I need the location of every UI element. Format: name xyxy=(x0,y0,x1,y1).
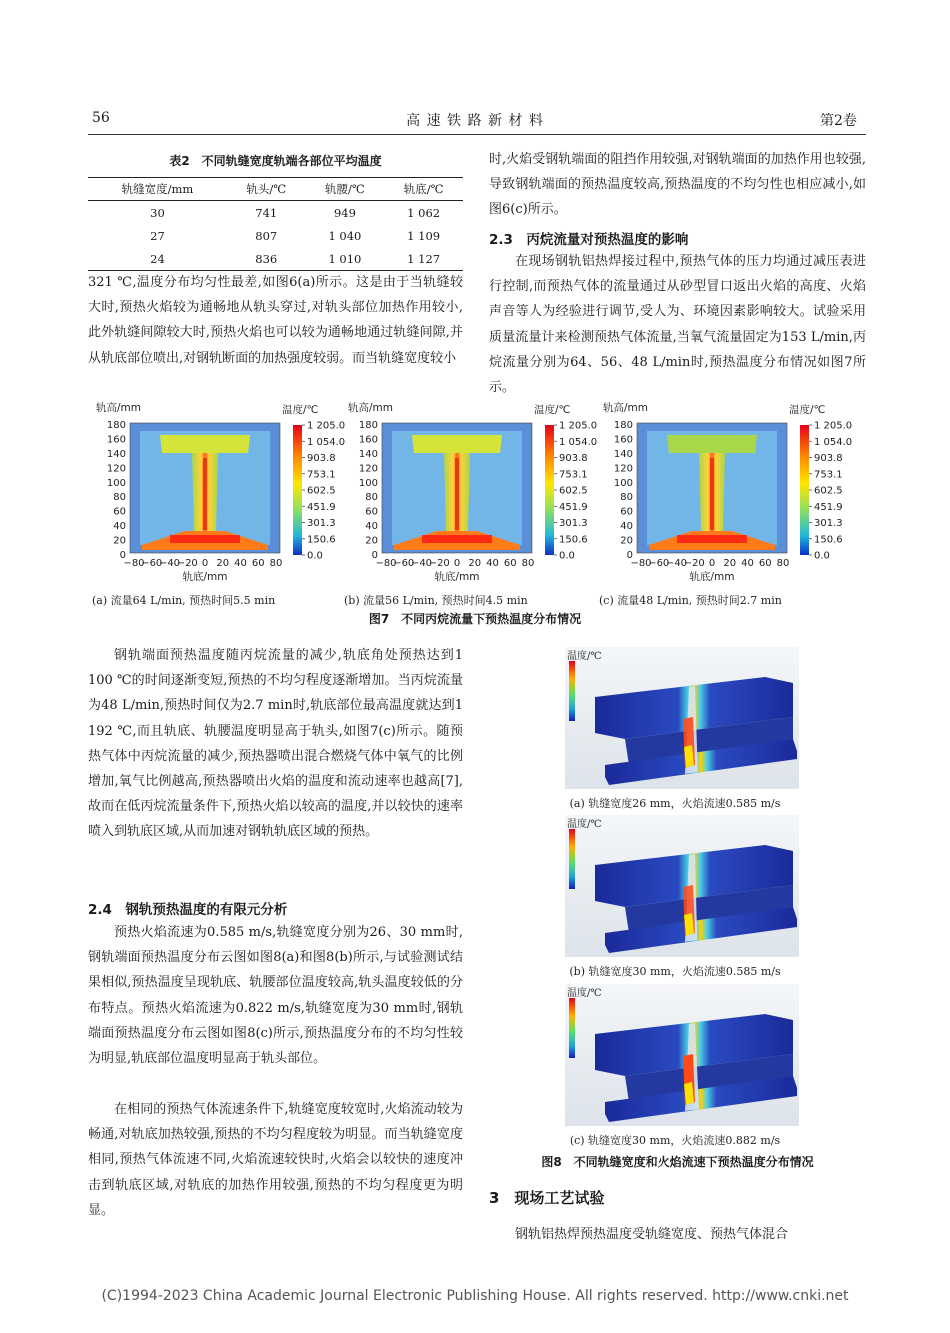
x-tick-label: −60 xyxy=(141,558,163,569)
colorbar-label: 903.8 xyxy=(307,453,336,464)
x-tick-label: −20 xyxy=(176,558,198,569)
table-header: 轨腰/℃ xyxy=(306,178,385,201)
table-header: 轨头/℃ xyxy=(227,178,306,201)
rail-foot-core xyxy=(677,535,747,543)
x-tick-label: 80 xyxy=(776,558,790,569)
figure8-subcaption: (c) 轨缝宽度30 mm，火焰流速0.882 m/s xyxy=(569,1134,781,1147)
y-tick-label: 120 xyxy=(358,463,378,475)
figure7-subcaption: (a) 流量64 L/min, 预热时间5.5 min xyxy=(92,594,276,607)
legend-title: 温度/℃ xyxy=(282,404,319,416)
colorbar xyxy=(569,829,575,889)
y-tick-label: 140 xyxy=(358,448,378,460)
x-tick-label: 20 xyxy=(468,558,482,569)
table2 xyxy=(88,177,463,271)
table-cell: 1 062 xyxy=(407,205,441,220)
colorbar-label: 753.1 xyxy=(814,469,843,481)
y-tick-label: 20 xyxy=(620,535,633,547)
colorbar-label: 150.6 xyxy=(559,534,588,546)
colorbar-label: 0.0 xyxy=(307,550,323,562)
colorbar-label: 451.9 xyxy=(814,501,843,513)
y-tick-label: 80 xyxy=(113,492,126,504)
legend-title: 温度/℃ xyxy=(534,404,571,416)
table-cell: 807 xyxy=(255,228,278,243)
rail-render-svg xyxy=(565,984,799,1126)
x-tick-label: 60 xyxy=(758,558,772,569)
heatmap-svg xyxy=(603,418,853,608)
figure8-label: 温度/℃ xyxy=(567,819,602,830)
rail-web-core xyxy=(710,458,714,530)
table-cell: 1 010 xyxy=(306,247,385,271)
colorbar-label: 451.9 xyxy=(559,501,588,513)
y-tick-label: 140 xyxy=(613,448,633,460)
header-rule xyxy=(88,134,866,135)
table-cell: 1 040 xyxy=(328,228,362,243)
table-cell: 1 109 xyxy=(407,228,441,243)
figure7-subcaption: (c) 流量48 L/min, 预热时间2.7 min xyxy=(599,594,782,607)
figure7-panel xyxy=(92,400,346,610)
y-tick-label: 60 xyxy=(113,506,126,518)
y-tick-label: 0 xyxy=(371,550,378,561)
x-tick-label: 0 xyxy=(708,558,716,569)
y-tick-label: 80 xyxy=(365,492,378,504)
body-paragraph: 钢轨端面预热温度随丙烷流量的减少,轨底角处预热达到1 100 ℃的时间逐渐变短,预热的不均匀程度逐渐增加。当丙烷流量为48 L/min,预热时间仅为2.7 min时,轨底部位最高温度就达到1 192 ℃,而且轨底、轨腰温度明显高于轨头,如图7(c)所示。随预热气体中丙烷流量的减少,预热器喷出混合燃烧气体中氧气的比例增加,氧气比例越高,预热器喷出火焰的温度和流动速率也越高[7],故而在低丙烷流量条件下,预热火焰以较高的温度,并以较快的速率喷入到轨底区域,从而加速对钢轨轨底区域的预热。 xyxy=(88,648,463,840)
y-tick-label: 160 xyxy=(613,434,633,446)
rail-head xyxy=(160,435,250,453)
y-tick-label: 120 xyxy=(106,463,126,475)
y-tick-label: 100 xyxy=(106,477,126,489)
x-tick-label: −40 xyxy=(665,558,688,569)
table2-caption: 表2 不同轨缝宽度轨端各部位平均温度 xyxy=(169,154,382,168)
y-tick-label: 60 xyxy=(620,506,633,518)
figure8-render xyxy=(565,815,799,957)
x-tick-label: −60 xyxy=(648,558,670,569)
x-tick-label: 20 xyxy=(216,558,230,569)
journal-title: 高 速 铁 路 新 材 料 xyxy=(406,113,544,129)
x-tick-label: −40 xyxy=(158,558,181,569)
body-paragraph: 钢轨铝热焊预热温度受轨缝宽度、预热气体混合 xyxy=(515,1227,789,1242)
page-number: 56 xyxy=(92,110,110,126)
rail-render-svg xyxy=(565,815,799,957)
x-tick-label: −20 xyxy=(428,558,450,569)
x-axis-label: 轨底/mm xyxy=(182,571,228,583)
y-tick-label: 80 xyxy=(620,492,633,504)
y-tick-label: 100 xyxy=(358,477,378,489)
y-tick-label: 120 xyxy=(613,463,633,475)
table-header: 轨缝宽度/mm xyxy=(88,178,227,201)
section-heading-3: 3 现场工艺试验 xyxy=(489,1189,605,1207)
figure8-label: 温度/℃ xyxy=(567,988,602,999)
y-axis-label: 轨高/mm xyxy=(348,402,393,414)
colorbar-label: 602.5 xyxy=(307,485,336,497)
x-tick-label: 20 xyxy=(723,558,737,569)
colorbar-label: 1 205.0 xyxy=(814,420,853,432)
rail-head xyxy=(667,435,757,453)
colorbar xyxy=(800,425,809,555)
body-paragraph: 在相同的预热气体流速条件下,轨缝宽度较宽时,火焰流动较为畅通,对轨底加热较强,预热的不均匀程度较为明显。而当轨缝宽度相同,预热气体流速不同,火焰流速较快时,火焰会以较快的速度冲击到轨底区域,对轨底的加热作用较强,预热的不均匀程度更为明显。 xyxy=(88,1102,463,1218)
colorbar xyxy=(569,661,575,721)
table-cell: 949 xyxy=(333,205,356,220)
body-paragraph: 预热火焰流速为0.585 m/s,轨缝宽度分别为26、30 mm时,钢轨端面预热温度分布云图如图8(a)和图8(b)所示,与试验测试结果相似,预热温度呈现轨底、轨腰部位温度较高,轨头温度较低的分布特点。预热火焰流速为0.822 m/s,轨缝宽度为30 mm时,钢轨端面预热温度分布云图如图8(c)所示,预热温度分布的不均匀性较为明显,轨底部位温度明显高于轨头部位。 xyxy=(88,925,463,1067)
table-cell: 1 127 xyxy=(384,247,463,271)
colorbar-label: 1 054.0 xyxy=(559,436,598,448)
colorbar-label: 753.1 xyxy=(559,469,588,481)
x-tick-label: −40 xyxy=(410,558,433,569)
y-tick-label: 60 xyxy=(365,506,378,518)
colorbar-label: 1 205.0 xyxy=(559,420,598,432)
colorbar xyxy=(293,425,302,555)
x-tick-label: 80 xyxy=(269,558,283,569)
x-tick-label: 0 xyxy=(453,558,461,569)
table-header-row xyxy=(88,178,463,201)
table-cell: 27 xyxy=(150,228,165,243)
colorbar xyxy=(545,425,554,555)
y-tick-label: 100 xyxy=(613,477,633,489)
figure8-caption: 图8 不同轨缝宽度和火焰流速下预热温度分布情况 xyxy=(541,1155,814,1169)
x-tick-label: −60 xyxy=(393,558,415,569)
x-tick-label: 60 xyxy=(503,558,517,569)
x-axis-label: 轨底/mm xyxy=(689,571,735,583)
x-tick-label: 40 xyxy=(234,558,247,569)
table-header: 轨底/℃ xyxy=(384,178,463,201)
y-tick-label: 180 xyxy=(613,420,633,431)
colorbar-label: 1 054.0 xyxy=(814,436,853,448)
y-tick-label: 20 xyxy=(113,535,126,547)
y-tick-label: 140 xyxy=(106,448,126,460)
colorbar-label: 903.8 xyxy=(559,453,588,464)
colorbar-label: 1 054.0 xyxy=(307,436,346,448)
figure8-subcaption: (b) 轨缝宽度30 mm，火焰流速0.585 m/s xyxy=(569,965,781,978)
x-tick-label: −80 xyxy=(630,558,652,569)
y-axis-label: 轨高/mm xyxy=(603,402,648,414)
rail-head xyxy=(412,435,502,453)
rail-render-svg xyxy=(565,647,799,789)
body-paragraph: 321 ℃,温度分布均匀性最差,如图6(a)所示。这是由于当轨缝较大时,预热火焰较为通畅地从轨头穿过,对轨头部位加热作用较小,此外轨缝间隙较大时,预热火焰也可以较为通畅地通过轨缝间隙,并从轨底部位喷出,对钢轨断面的加热强度较弱。而当轨缝宽度较小 xyxy=(88,275,463,366)
y-tick-label: 40 xyxy=(620,521,633,533)
volume-label: 第2卷 xyxy=(820,113,857,129)
colorbar-label: 0.0 xyxy=(814,550,830,562)
colorbar-label: 1 205.0 xyxy=(307,420,346,432)
x-axis-label: 轨底/mm xyxy=(434,571,480,583)
y-tick-label: 20 xyxy=(365,535,378,547)
rail-web-core xyxy=(203,458,207,530)
x-tick-label: −80 xyxy=(123,558,145,569)
colorbar-label: 301.3 xyxy=(307,518,336,529)
colorbar-label: 903.8 xyxy=(814,453,843,464)
y-tick-label: 0 xyxy=(626,550,633,561)
rail-web-core xyxy=(455,458,459,530)
figure7-panel xyxy=(344,400,598,610)
figure8-render xyxy=(565,647,799,789)
colorbar-label: 0.0 xyxy=(559,550,575,562)
colorbar xyxy=(569,998,575,1058)
x-tick-label: 80 xyxy=(521,558,535,569)
figure8-subcaption: (a) 轨缝宽度26 mm，火焰流速0.585 m/s xyxy=(569,797,781,810)
copyright-footer: (C)1994-2023 China Academic Journal Electronic Publishing House. All rights reserved. http://www.cnki.net xyxy=(101,1288,849,1304)
x-tick-label: −80 xyxy=(375,558,397,569)
table-cell: 741 xyxy=(255,205,278,220)
x-tick-label: 40 xyxy=(741,558,754,569)
table-cell: 30 xyxy=(150,205,165,220)
figure7-caption: 图7 不同丙烷流量下预热温度分布情况 xyxy=(368,612,582,626)
y-axis-label: 轨高/mm xyxy=(96,402,141,414)
table-cell: 836 xyxy=(227,247,306,271)
colorbar-label: 301.3 xyxy=(814,518,843,529)
colorbar-label: 602.5 xyxy=(559,485,588,497)
y-tick-label: 160 xyxy=(106,434,126,446)
legend-title: 温度/℃ xyxy=(789,404,826,416)
table-cell: 24 xyxy=(88,247,227,271)
figure7-subcaption: (b) 流量56 L/min, 预热时间4.5 min xyxy=(344,594,528,607)
table-row xyxy=(88,247,463,271)
y-tick-label: 40 xyxy=(113,521,126,533)
y-tick-label: 180 xyxy=(358,420,378,431)
colorbar-label: 753.1 xyxy=(307,469,336,481)
rail-foot-core xyxy=(422,535,492,543)
heatmap-svg xyxy=(348,418,598,608)
section-heading-2-3: 2.3 丙烷流量对预热温度的影响 xyxy=(489,232,689,248)
body-paragraph: 在现场钢轨铝热焊接过程中,预热气体的压力均通过减压表进行控制,而预热气体的流量通过从砂型冒口返出火焰的高度、火焰声音等人为经验进行调节,受人为、环境因素影响较大。试验采用质量流量计来检测预热气体流量,当氧气流量固定为153 L/min,丙烷流量分别为64、56、48 L/min时,预热温度分布情况如图7所示。 xyxy=(489,254,866,396)
rail-foot-core xyxy=(170,535,240,543)
colorbar-label: 451.9 xyxy=(307,501,336,513)
colorbar-label: 150.6 xyxy=(814,534,843,546)
y-tick-label: 180 xyxy=(106,420,126,431)
y-tick-label: 40 xyxy=(365,521,378,533)
y-tick-label: 160 xyxy=(358,434,378,446)
body-paragraph: 时,火焰受钢轨端面的阻挡作用较强,对钢轨端面的加热作用也较强,导致钢轨端面的预热温度较高,预热温度的不均匀性也相应减小,如图6(c)所示。 xyxy=(489,152,866,218)
figure8-label: 温度/℃ xyxy=(567,651,602,662)
x-tick-label: 60 xyxy=(251,558,265,569)
colorbar-label: 602.5 xyxy=(814,485,843,497)
colorbar-label: 301.3 xyxy=(559,518,588,529)
colorbar-label: 150.6 xyxy=(307,534,336,546)
section-heading-2-4: 2.4 钢轨预热温度的有限元分析 xyxy=(88,902,288,918)
table-row xyxy=(88,224,463,247)
x-tick-label: 0 xyxy=(201,558,209,569)
x-tick-label: 40 xyxy=(486,558,499,569)
y-tick-label: 0 xyxy=(119,550,126,561)
x-tick-label: −20 xyxy=(683,558,705,569)
heatmap-svg xyxy=(96,418,346,608)
figure8-render xyxy=(565,984,799,1126)
table-row xyxy=(88,201,463,225)
figure7-panel xyxy=(599,400,853,610)
